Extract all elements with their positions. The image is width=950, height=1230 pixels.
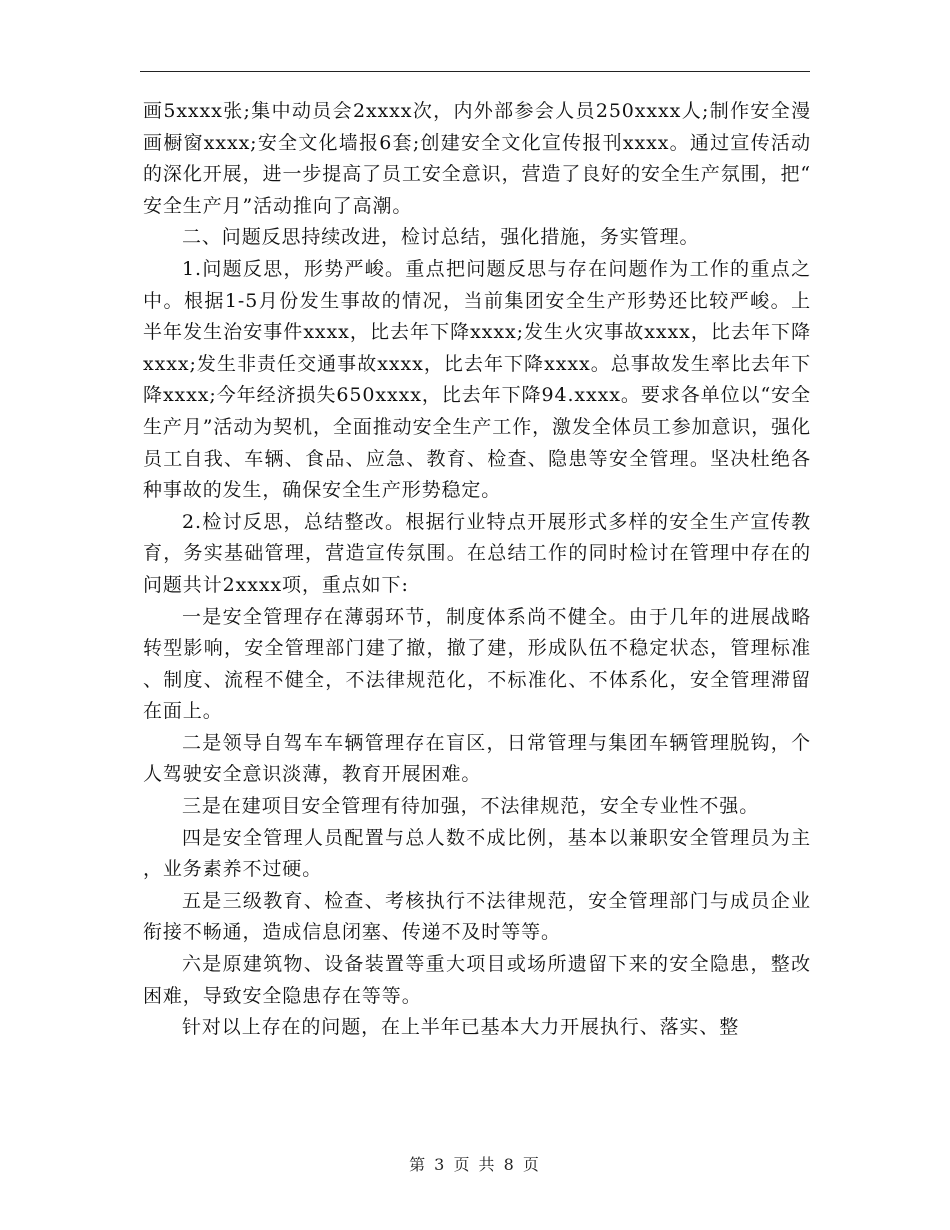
paragraph-point-2: 二是领导自驾车车辆管理存在盲区，日常管理与集团车辆管理脱钩，个人驾驶安全意识淡薄，教育开展困难。 xyxy=(143,731,811,786)
paragraph-point-1: 一是安全管理存在薄弱环节，制度体系尚不健全。由于几年的进展战略转型影响，安全管理部门建了撤，撤了建，形成队伍不稳定状态，管理标准、制度、流程不健全，不法律规范化，不标准化、不体系化，安全管理滞留在面上。 xyxy=(143,605,811,723)
paragraph-continuation: 画5xxxx张;集中动员会2xxxx次，内外部参会人员250xxxx人;制作安全漫画橱窗xxxx;安全文化墙报6套;创建安全文化宣传报刊xxxx。通过宣传活动的深化开展，进一步提高了员工安全意识，营造了良好的安全生产氛围，把“安全生产月”活动推向了高潮。 xyxy=(143,100,811,217)
header-rule xyxy=(140,71,810,72)
page-number: 第 3 页 共 8 页 xyxy=(409,1155,541,1174)
paragraph-point-5: 五是三级教育、检查、考核执行不法律规范，安全管理部门与成员企业衔接不畅通，造成信息闭塞、传递不及时等等。 xyxy=(143,889,811,944)
document-body xyxy=(143,96,811,1044)
paragraph-point-4: 四是安全管理人员配置与总人数不成比例，基本以兼职安全管理员为主，业务素养不过硬。 xyxy=(143,826,811,881)
paragraph-problem-reflection: 1.问题反思，形势严峻。重点把问题反思与存在问题作为工作的重点之中。根据1-5月份发生事故的情况，当前集团安全生产形势还比较严峻。上半年发生治安事件xxxx，比去年下降xxxx;发生火灾事故xxxx，比去年下降xxxx;发生非责任交通事故xxxx，比去年下降xxxx。总事故发生率比去年下降xxxx;今年经济损失650xxxx，比去年下降94.xxxx。要求各单位以“安全生产月”活动为契机，全面推动安全生产工作，激发全体员工参加意识，强化员工自我、车辆、食品、应急、教育、检查、隐患等安全管理。坚决杜绝各种事故的发生，确保安全生产形势稳定。 xyxy=(143,257,811,502)
paragraph-review-rectification: 2.检讨反思，总结整改。根据行业特点开展形式多样的安全生产宣传教育，务实基础管理，营造宣传氛围。在总结工作的同时检讨在管理中存在的问题共计2xxxx项，重点如下: xyxy=(143,510,811,596)
page-footer xyxy=(0,1152,950,1175)
paragraph-point-3: 三是在建项目安全管理有待加强，不法律规范，安全专业性不强。 xyxy=(182,795,760,818)
paragraph-summary: 针对以上存在的问题，在上半年已基本大力开展执行、落实、整 xyxy=(182,1016,740,1039)
section-heading-2: 二、问题反思持续改进，检讨总结，强化措施，务实管理。 xyxy=(182,226,700,249)
paragraph-point-6: 六是原建筑物、设备装置等重大项目或场所遗留下来的安全隐患，整改困难，导致安全隐患存在等等。 xyxy=(143,953,811,1007)
